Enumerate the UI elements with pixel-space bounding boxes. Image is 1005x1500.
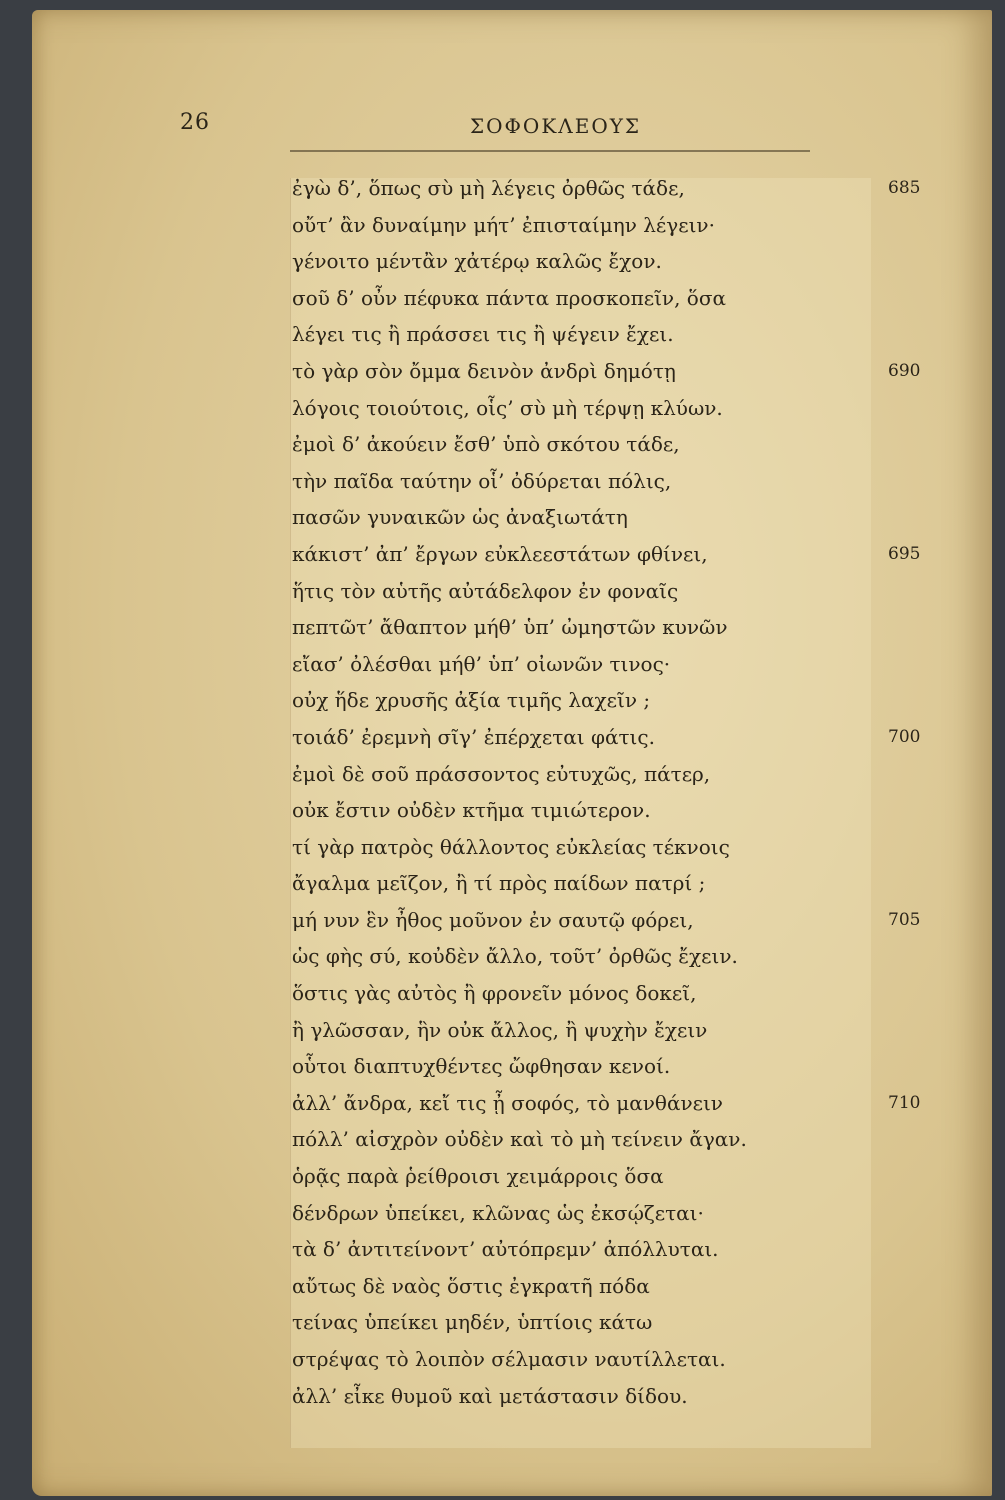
verse-line — [292, 170, 932, 207]
verse-line — [292, 975, 932, 1012]
verse-line — [292, 280, 932, 317]
verse-text: τοιάδ’ ἐρεμνὴ σῖγ’ ἐπέρχεται φάτις. — [292, 724, 655, 749]
verse-text: λέγει τις ἢ πράσσει τις ἢ ψέγειν ἔχει. — [292, 322, 674, 347]
verse-line — [292, 1195, 932, 1232]
verse-text: στρέψας τὸ λοιπὸν σέλμασιν ναυτίλλεται. — [292, 1347, 726, 1371]
verse-text: πόλλ’ αἰσχρὸν οὐδὲν καὶ τὸ μὴ τείνειν ἄγαν. — [292, 1127, 747, 1152]
verse-line — [292, 1268, 932, 1305]
line-number: 685 — [888, 178, 921, 198]
verse-line — [292, 719, 932, 756]
line-number: 700 — [888, 726, 921, 747]
verse-line — [292, 1012, 932, 1049]
verse-text: ὅστις γὰς αὐτὸς ἢ φρονεῖν μόνος δοκεῖ, — [292, 981, 697, 1006]
verse-text: ἀλλ’ εἶκε θυμοῦ καὶ μετάστασιν δίδου. — [292, 1383, 688, 1408]
verse-line — [292, 1341, 932, 1378]
line-number: 710 — [888, 1092, 921, 1113]
verse-line — [292, 243, 932, 280]
verse-line — [292, 1231, 932, 1268]
line-number: 695 — [888, 543, 921, 564]
verse-text: οὔτ’ ἂν δυναίμην μήτ’ ἐπισταίμην λέγειν· — [292, 212, 715, 237]
verse-line — [292, 573, 932, 610]
verse-line — [292, 1158, 932, 1195]
verse-line — [292, 865, 932, 902]
verse-text: ἄγαλμα μεῖζον, ἢ τί πρὸς παίδων πατρί ; — [292, 871, 706, 896]
verse-line — [292, 1048, 932, 1085]
verse-text: εἴασ’ ὀλέσθαι μήθ’ ὑπ’ οἰωνῶν τινος· — [292, 651, 671, 676]
verse-text: οὗτοι διαπτυχθέντες ὤφθησαν κενοί. — [292, 1054, 671, 1079]
verse-text: αὔτως δὲ ναὸς ὅστις ἐγκρατῆ πόδα — [292, 1273, 650, 1298]
verse-line — [292, 646, 932, 683]
header-rule — [290, 150, 810, 152]
page-number: 26 — [180, 110, 210, 135]
verse-line — [292, 1378, 932, 1415]
verse-line — [292, 756, 932, 793]
verse-line — [292, 353, 932, 390]
verse-text: τὴν παῖδα ταύτην οἷ’ ὀδύρεται πόλις, — [292, 468, 672, 493]
verse-text: κάκιστ’ ἀπ’ ἔργων εὐκλεεστάτων φθίνει, — [292, 541, 708, 566]
verse-line — [292, 829, 932, 866]
verse-text: τὰ δ’ ἀντιτείνοντ’ αὐτόπρεμν’ ἀπόλλυται. — [292, 1237, 719, 1262]
verse-text: τὸ γὰρ σὸν ὄμμα δεινὸν ἀνδρὶ δημότῃ — [292, 358, 676, 383]
verse-text: ὁρᾷς παρὰ ῥείθροισι χειμάρροις ὅσα — [292, 1164, 664, 1189]
line-number: 705 — [888, 909, 921, 930]
verse-text: ὡς φὴς σύ, κοὐδὲν ἄλλο, τοῦτ’ ὀρθῶς ἔχειν. — [292, 944, 738, 969]
verse-text: οὐκ ἔστιν οὐδὲν κτῆμα τιμιώτερον. — [292, 798, 651, 823]
verse-line — [292, 316, 932, 353]
verse-list — [292, 170, 932, 1414]
verse-text: γένοιτο μέντἂν χἀτέρῳ καλῶς ἔχον. — [292, 249, 662, 274]
verse-text: τείνας ὑπείκει μηδέν, ὑπτίοις κάτω — [292, 1310, 653, 1335]
verse-line — [292, 792, 932, 829]
verse-line — [292, 609, 932, 646]
verse-line — [292, 390, 932, 427]
verse-line — [292, 682, 932, 719]
verse-text: πασῶν γυναικῶν ὡς ἀναξιωτάτη — [292, 505, 628, 530]
verse-text: πεπτῶτ’ ἄθαπτον μήθ’ ὑπ’ ὠμηστῶν κυνῶν — [292, 615, 728, 640]
verse-text: μή νυν ἓν ἦθος μοῦνον ἐν σαυτῷ φόρει, — [292, 907, 694, 932]
verse-text: ἀλλ’ ἄνδρα, κεἴ τις ᾖ σοφός, τὸ μανθάνειν — [292, 1090, 723, 1115]
line-number: 690 — [888, 360, 921, 381]
verse-text: δένδρων ὑπείκει, κλῶνας ὡς ἐκσῴζεται· — [292, 1200, 704, 1225]
verse-line — [292, 463, 932, 500]
verse-line — [292, 426, 932, 463]
verse-text: ἐμοὶ δ’ ἀκούειν ἔσθ’ ὑπὸ σκότου τάδε, — [292, 432, 680, 457]
verse-line — [292, 207, 932, 244]
verse-line — [292, 1121, 932, 1158]
verse-line — [292, 938, 932, 975]
running-head: ΣΟΦΟΚΛΕΟΥΣ — [470, 114, 642, 138]
verse-text: ἐμοὶ δὲ σοῦ πράσσοντος εὐτυχῶς, πάτερ, — [292, 761, 711, 786]
verse-line — [292, 499, 932, 536]
verse-text: ἐγὼ δ’, ὅπως σὺ μὴ λέγεις ὀρθῶς τάδε, — [292, 176, 685, 200]
verse-line — [292, 1085, 932, 1122]
verse-text: ἢ γλῶσσαν, ἣν οὐκ ἄλλος, ἢ ψυχὴν ἔχειν — [292, 1017, 708, 1042]
verse-line — [292, 536, 932, 573]
verse-text: σοῦ δ’ οὖν πέφυκα πάντα προσκοπεῖν, ὅσα — [292, 285, 727, 310]
verse-text: οὐχ ἥδε χρυσῆς ἀξία τιμῆς λαχεῖν ; — [292, 688, 651, 713]
verse-line — [292, 902, 932, 939]
verse-text: λόγοις τοιούτοις, οἷς’ σὺ μὴ τέρψῃ κλύων. — [292, 395, 723, 420]
verse-text: τί γὰρ πατρὸς θάλλοντος εὐκλείας τέκνοις — [292, 834, 730, 859]
verse-text: ἥτις τὸν αὑτῆς αὐτάδελφον ἐν φοναῖς — [292, 578, 679, 603]
verse-line — [292, 1304, 932, 1341]
